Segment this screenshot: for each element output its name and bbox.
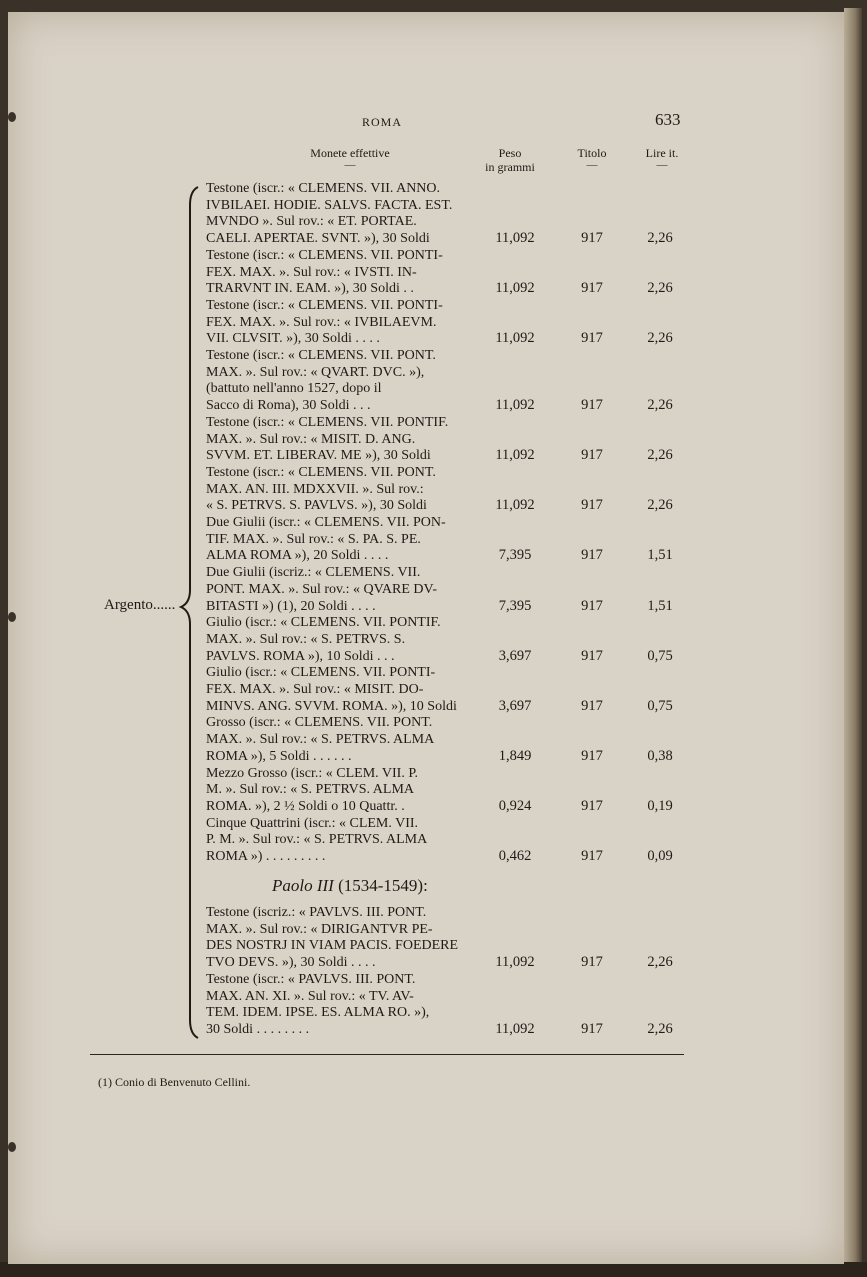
entry-line: 30 Soldi . . . . . . . . bbox=[206, 1021, 310, 1037]
section-subheading bbox=[272, 876, 428, 896]
entry-line: Testone (iscriz.: « PAVLVS. III. PONT. bbox=[206, 905, 427, 920]
entry-line: VII. CLVSIT. »), 30 Soldi . . . . bbox=[206, 331, 380, 347]
entry-lire: 2,26 bbox=[647, 447, 673, 464]
entry-titolo: 917 bbox=[581, 280, 603, 297]
entry-description bbox=[206, 615, 464, 665]
entry-line: Due Giulii (iscr.: « CLEMENS. VII. PON- bbox=[206, 515, 446, 530]
entry-line: FEX. MAX. ». Sul rov.: « MISIT. DO- bbox=[206, 682, 424, 697]
entry-line: TIF. MAX. ». Sul rov.: « S. PA. S. PE. bbox=[206, 531, 421, 547]
col-header-monete-label: Monete effettive bbox=[310, 146, 390, 160]
entry-titolo: 917 bbox=[581, 647, 603, 664]
entry-description bbox=[206, 972, 464, 1039]
col-header-titolo bbox=[562, 146, 622, 170]
entry-titolo: 917 bbox=[581, 447, 603, 464]
entry-peso: 0,462 bbox=[498, 848, 532, 864]
entry-description bbox=[206, 348, 464, 415]
curly-brace bbox=[178, 185, 202, 1040]
entry-line: (battuto nell'anno 1527, dopo il bbox=[206, 381, 382, 397]
col-header-peso bbox=[470, 146, 550, 174]
entry-line: CAELI. APERTAE. SVNT. »), 30 Soldi bbox=[206, 231, 430, 247]
entry-lire: 0,09 bbox=[647, 848, 673, 864]
entry-line: Testone (iscr.: « PAVLVS. III. PONT. bbox=[206, 971, 416, 987]
entry-description bbox=[206, 515, 464, 565]
entry-line: Cinque Quattrini (iscr.: « CLEM. VII. bbox=[206, 815, 419, 831]
col-header-monete bbox=[290, 146, 410, 170]
entry-peso: 11,092 bbox=[495, 497, 535, 514]
entry-description bbox=[206, 181, 464, 248]
entry-line: MVNDO ». Sul rov.: « ET. PORTAE. bbox=[206, 214, 417, 230]
entry-peso: 7,395 bbox=[498, 547, 532, 564]
pope-years: (1534-1549): bbox=[338, 876, 428, 895]
entry-titolo: 917 bbox=[581, 230, 603, 247]
entry-description bbox=[206, 905, 464, 972]
entry-line: MAX. ». Sul rov.: « S. PETRVS. S. bbox=[206, 631, 406, 647]
col-header-lire-label: Lire it. bbox=[645, 146, 679, 160]
entry-peso: 11,092 bbox=[495, 954, 535, 971]
entry-lire: 0,75 bbox=[647, 697, 673, 714]
entry-lire: 2,26 bbox=[647, 280, 673, 297]
entry-peso: 7,395 bbox=[498, 597, 532, 614]
footnote-rule bbox=[90, 1054, 684, 1055]
entry-titolo: 917 bbox=[581, 697, 603, 714]
entry-line: FEX. MAX. ». Sul rov.: « IVBILAEVM. bbox=[206, 314, 437, 330]
entry-line: P. M. ». Sul rov.: « S. PETRVS. ALMA bbox=[206, 832, 428, 848]
entry-line: Giulio (iscr.: « CLEMENS. VII. PONTI- bbox=[206, 665, 436, 681]
entry-line: DES NOSTRJ IN VIAM PACIS. FOEDERE bbox=[206, 938, 459, 954]
entry-peso: 11,092 bbox=[495, 397, 535, 414]
col-header-dash: — bbox=[656, 159, 668, 171]
entry-description bbox=[206, 465, 464, 515]
entry-titolo: 917 bbox=[581, 497, 603, 514]
col-header-peso-unit: in grammi bbox=[485, 160, 535, 174]
entry-description bbox=[206, 816, 464, 866]
argento-label: Argento...... bbox=[104, 597, 176, 613]
entry-line: M. ». Sul rov.: « S. PETRVS. ALMA bbox=[206, 782, 415, 798]
col-header-dash: — bbox=[586, 159, 598, 171]
binding-hole bbox=[8, 1142, 16, 1152]
entry-line: MINVS. ANG. SVVM. ROMA. »), 10 Soldi bbox=[206, 698, 457, 714]
entry-peso: 11,092 bbox=[495, 280, 535, 297]
entry-line: SVVM. ET. LIBERAV. ME »), 30 Soldi bbox=[206, 448, 431, 464]
page-edge bbox=[844, 8, 862, 1270]
entry-peso: 3,697 bbox=[498, 697, 532, 714]
entry-line: MAX. ». Sul rov.: « MISIT. D. ANG. bbox=[206, 431, 416, 447]
entry-titolo: 917 bbox=[581, 330, 603, 347]
entry-titolo: 917 bbox=[581, 848, 603, 864]
entry-peso: 3,697 bbox=[498, 647, 532, 664]
running-head: ROMA bbox=[362, 115, 403, 129]
entry-lire: 2,26 bbox=[647, 497, 673, 514]
pope-name: Paolo III bbox=[272, 876, 334, 895]
entry-titolo: 917 bbox=[581, 954, 603, 971]
col-header-dash: — bbox=[344, 159, 356, 171]
entry-line: TRARVNT IN. EAM. »), 30 Soldi . . bbox=[206, 281, 414, 297]
entry-lire: 1,51 bbox=[647, 547, 673, 564]
page-number: 633 bbox=[655, 110, 681, 129]
entry-description bbox=[206, 298, 464, 348]
entry-description bbox=[206, 665, 464, 715]
entry-description bbox=[206, 565, 464, 615]
entry-lire: 2,26 bbox=[647, 1020, 673, 1037]
entry-line: MAX. ». Sul rov.: « QVART. DVC. »), bbox=[206, 364, 425, 380]
entry-description bbox=[206, 715, 464, 765]
col-header-lire bbox=[632, 146, 692, 170]
entry-lire: 0,75 bbox=[647, 647, 673, 664]
entry-line: PONT. MAX. ». Sul rov.: « QVARE DV- bbox=[206, 581, 438, 597]
entry-lire: 0,38 bbox=[647, 747, 673, 764]
scan-bottom-edge bbox=[0, 1262, 867, 1277]
entry-lire: 1,51 bbox=[647, 597, 673, 614]
entry-peso: 1,849 bbox=[498, 747, 532, 764]
binding-hole bbox=[8, 112, 16, 122]
entry-titolo: 917 bbox=[581, 797, 603, 814]
entry-line: Giulio (iscr.: « CLEMENS. VII. PONTIF. bbox=[206, 615, 441, 631]
entry-line: TVO DEVS. »), 30 Soldi . . . . bbox=[206, 955, 376, 971]
entry-titolo: 917 bbox=[581, 597, 603, 614]
entry-titolo: 917 bbox=[581, 397, 603, 414]
entry-line: Mezzo Grosso (iscr.: « CLEM. VII. P. bbox=[206, 765, 419, 781]
col-header-titolo-label: Titolo bbox=[577, 146, 607, 160]
entry-line: ALMA ROMA »), 20 Soldi . . . . bbox=[206, 548, 389, 564]
entry-peso: 0,924 bbox=[498, 797, 532, 814]
entry-lire: 2,26 bbox=[647, 230, 673, 247]
entry-description bbox=[206, 415, 464, 465]
entry-line: Testone (iscr.: « CLEMENS. VII. PONTIF. bbox=[206, 414, 449, 430]
entry-peso: 11,092 bbox=[495, 230, 535, 247]
footnote: (1) Conio di Benvenuto Cellini. bbox=[98, 1075, 251, 1089]
entry-line: Testone (iscr.: « CLEMENS. VII. ANNO. bbox=[206, 181, 441, 196]
entry-line: Grosso (iscr.: « CLEMENS. VII. PONT. bbox=[206, 715, 433, 731]
entry-line: ROMA. »), 2 ½ Soldi o 10 Quattr. . bbox=[206, 798, 405, 814]
entry-titolo: 917 bbox=[581, 747, 603, 764]
entry-line: BITASTI ») (1), 20 Soldi . . . . bbox=[206, 598, 376, 614]
entry-lire: 2,26 bbox=[647, 397, 673, 414]
entry-line: MAX. ». Sul rov.: « DIRIGANTVR PE- bbox=[206, 921, 433, 937]
entry-line: Testone (iscr.: « CLEMENS. VII. PONTI- bbox=[206, 247, 443, 263]
entry-line: MAX. AN. III. MDXXVII. ». Sul rov.: bbox=[206, 481, 424, 497]
col-header-peso-label: Peso bbox=[498, 146, 522, 160]
entry-line: IVBILAEI. HODIE. SALVS. FACTA. EST. bbox=[206, 197, 453, 213]
entry-line: TEM. IDEM. IPSE. ES. ALMA RO. »), bbox=[206, 1005, 430, 1021]
entry-description bbox=[206, 248, 464, 298]
entry-line: Due Giulii (iscriz.: « CLEMENS. VII. bbox=[206, 565, 421, 581]
entry-line: FEX. MAX. ». Sul rov.: « IVSTI. IN- bbox=[206, 264, 417, 280]
entry-line: PAVLVS. ROMA »), 10 Soldi . . . bbox=[206, 648, 395, 664]
entry-line: « S. PETRVS. S. PAVLVS. »), 30 Soldi bbox=[206, 498, 427, 514]
entry-line: Testone (iscr.: « CLEMENS. VII. PONT. bbox=[206, 464, 436, 480]
binding-hole bbox=[8, 612, 16, 622]
entry-lire: 2,26 bbox=[647, 954, 673, 971]
entry-line: Sacco di Roma), 30 Soldi . . . bbox=[206, 398, 371, 414]
entry-line: MAX. AN. XI. ». Sul rov.: « TV. AV- bbox=[206, 988, 414, 1004]
entry-line: ROMA »), 5 Soldi . . . . . . bbox=[206, 748, 352, 764]
entry-peso: 11,092 bbox=[495, 330, 535, 347]
entry-titolo: 917 bbox=[581, 547, 603, 564]
entry-description bbox=[206, 766, 464, 816]
entry-lire: 2,26 bbox=[647, 330, 673, 347]
entry-line: Testone (iscr.: « CLEMENS. VII. PONTI- bbox=[206, 297, 443, 313]
entry-peso: 11,092 bbox=[495, 447, 535, 464]
entry-peso: 11,092 bbox=[495, 1020, 535, 1037]
entry-lire: 0,19 bbox=[647, 797, 673, 814]
entry-line: MAX. ». Sul rov.: « S. PETRVS. ALMA bbox=[206, 732, 435, 748]
entry-line: ROMA ») . . . . . . . . . bbox=[206, 849, 326, 864]
entry-line: Testone (iscr.: « CLEMENS. VII. PONT. bbox=[206, 348, 436, 363]
entry-titolo: 917 bbox=[581, 1020, 603, 1037]
